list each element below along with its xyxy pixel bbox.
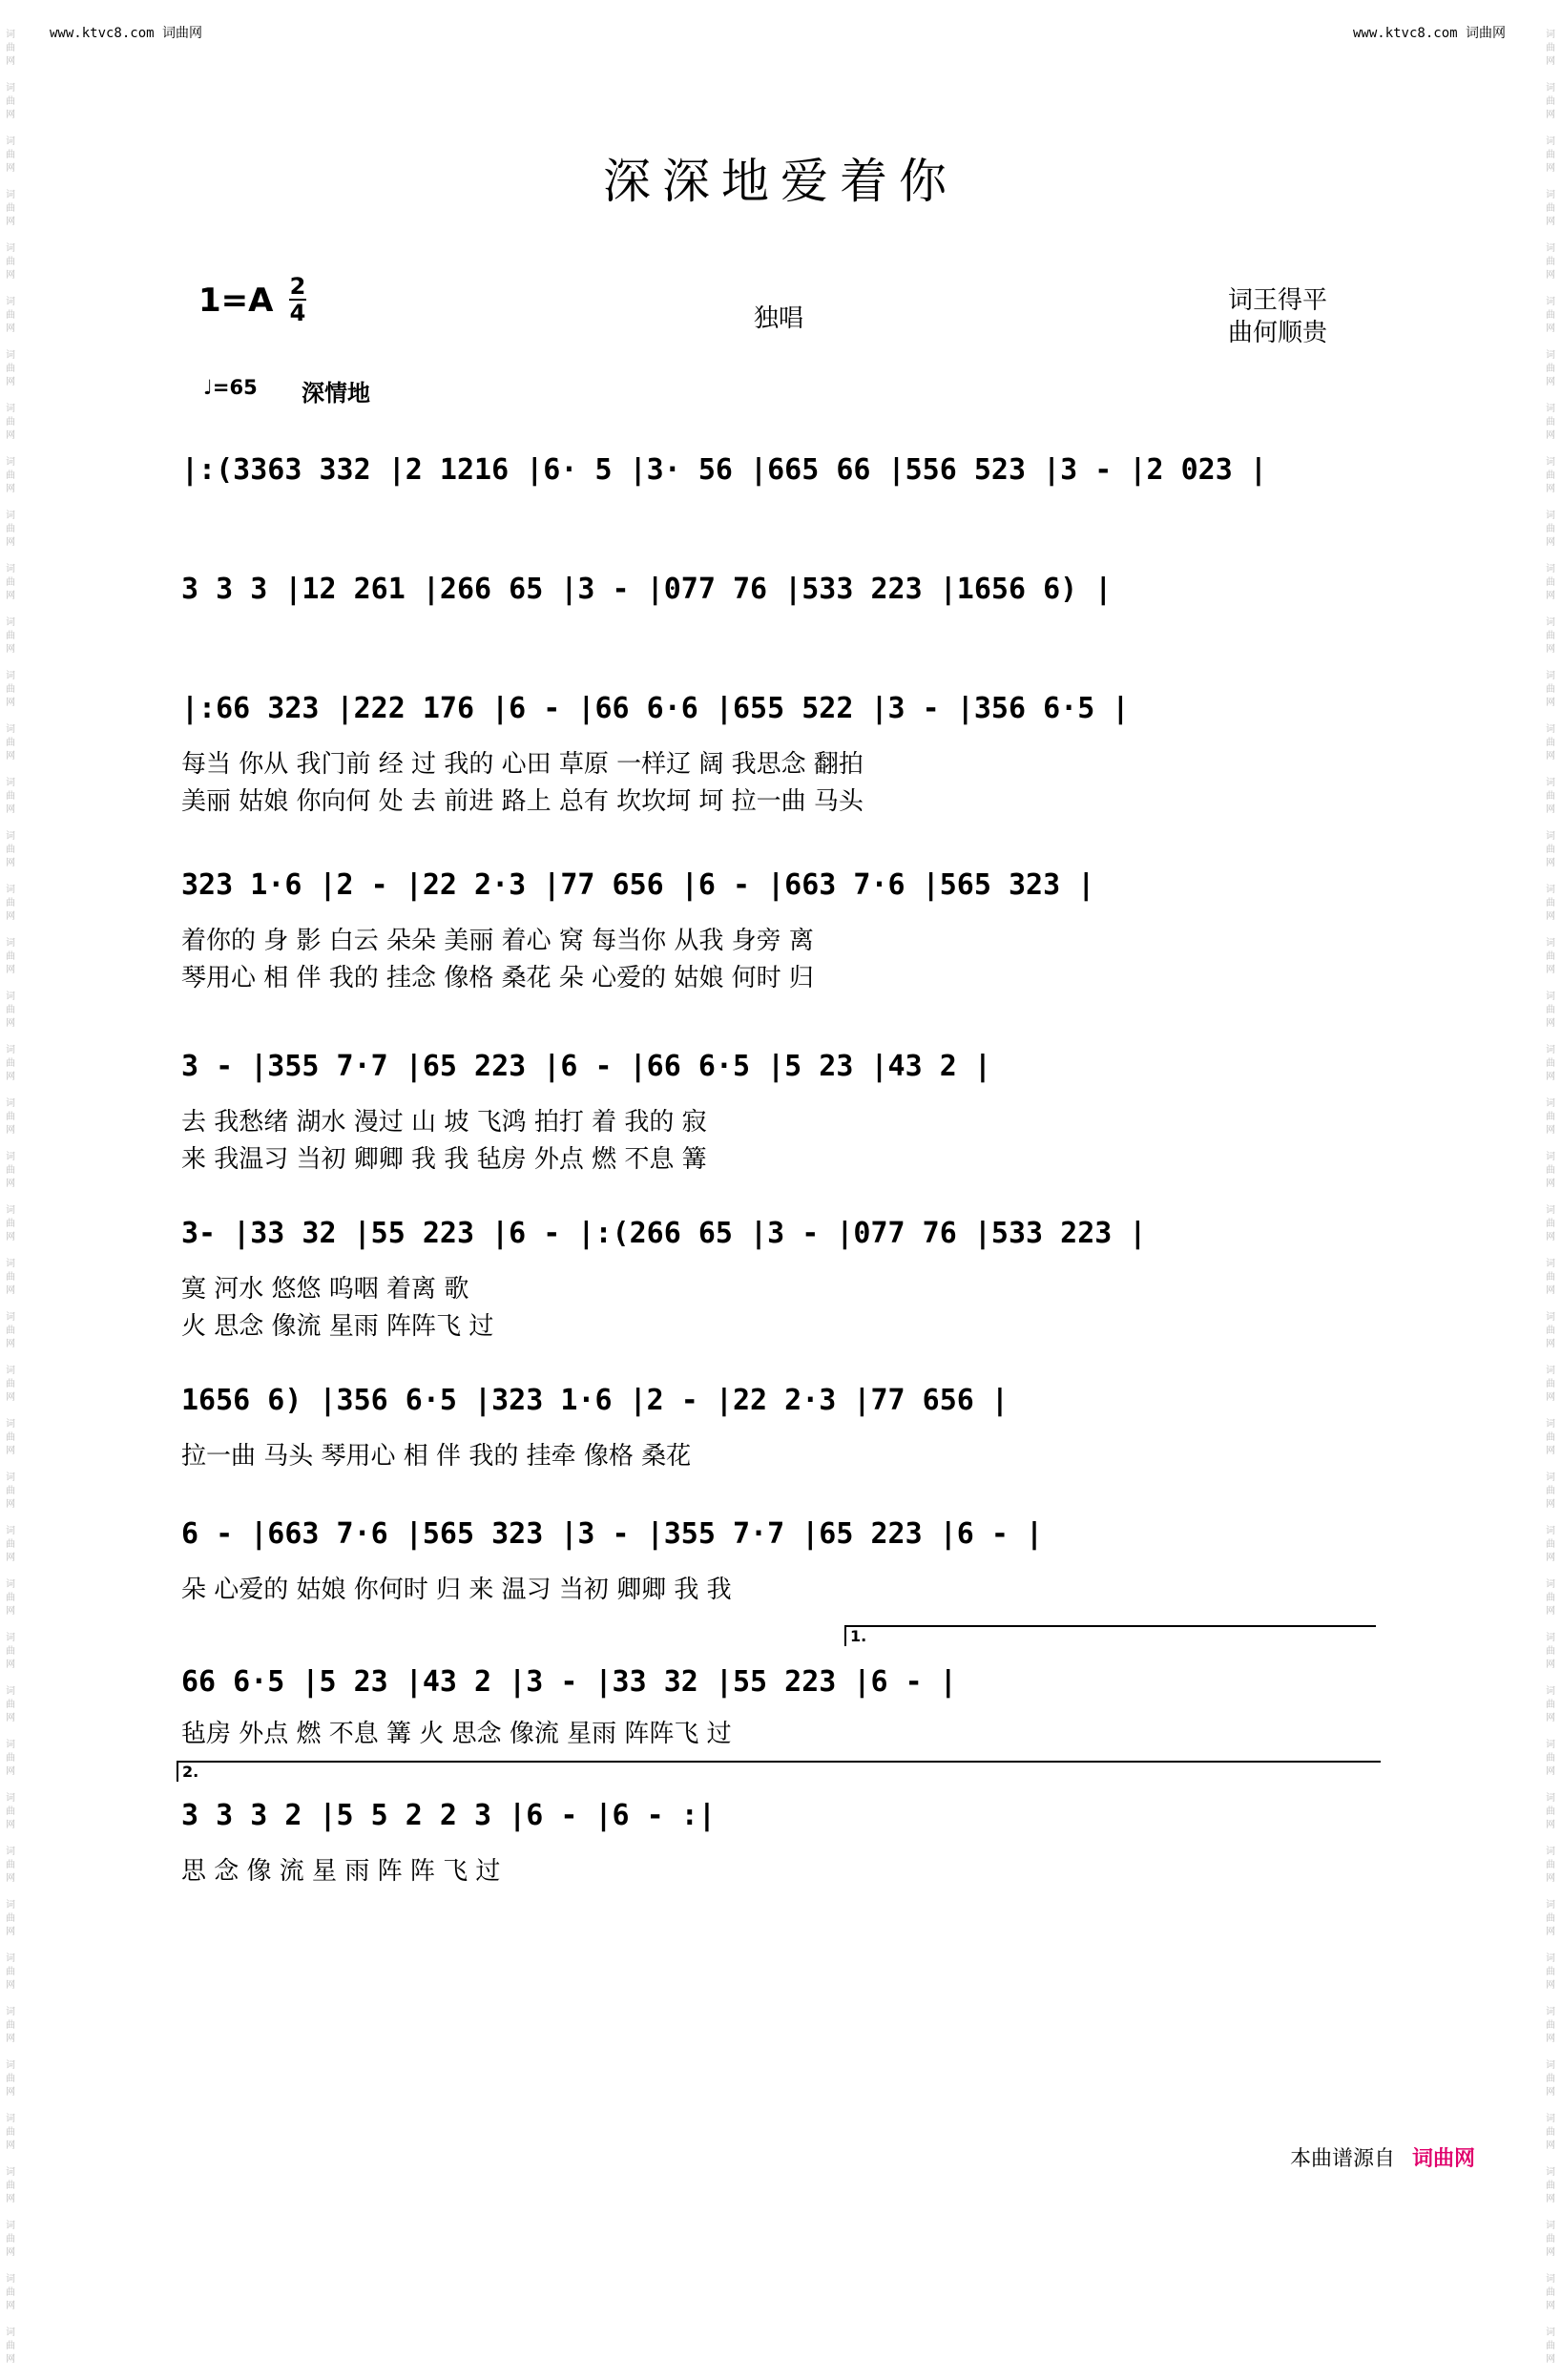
composer: 曲何顺贵	[1228, 319, 1328, 347]
time-signature-top: 2	[289, 273, 306, 300]
lyrics-verse-2: 火 思念 像流 星雨 阵阵飞 过	[181, 1312, 494, 1341]
first-ending-bracket	[844, 1625, 1376, 1646]
performance-type: 独唱	[754, 304, 804, 333]
watermark-left-text: 词 曲 网 词 曲 网 词 曲 网 词 曲 网 词 曲 网 词 曲 网 词 曲 网 词 曲 网 词 曲 网 词 曲 网 词 曲 网 词 曲 网 词 曲 网 词 曲 网 词 曲 网 词 曲 网 词 曲 网 词 曲 网 词 曲 网 词 曲 网 词 曲 网 词 曲 网 词 曲 网 词 曲 网 词 曲 网 词 曲 网 词 曲 网 词 曲 网 词 曲 网 词 曲 网 词 曲 网 词 曲 网 词 曲 网 词 曲 网 词 曲 网 词 曲 网 词 曲 网 词 曲 网 词 曲 网 词 曲 网 词 曲 网 词 曲 网 词 曲 网 词 曲 网	[6, 30, 15, 2365]
mood-marking: 深情地	[302, 380, 370, 407]
key-signature: 1=A	[198, 282, 274, 320]
watermark-right	[1544, 29, 1557, 2380]
system-10	[181, 1799, 1385, 1887]
lyrics-verse-2: 琴用心 相 伴 我的 挂念 像格 桑花 朵 心爱的 姑娘 何时 归	[181, 964, 814, 992]
system-2	[181, 573, 1385, 606]
system-9	[181, 1665, 1385, 1749]
notation-line: 323 1·6 |2 - |22 2·3 |77 656 |6 - |663 7·6 |565 323 |	[181, 868, 1095, 902]
lyrics-line: 思 念 像 流 星 雨 阵 阵 飞 过	[181, 1857, 501, 1886]
lyrics-verse-2: 来 我温习 当初 卿卿 我 我 毡房 外点 燃 不息 篝	[181, 1145, 707, 1174]
footer-text: 本曲谱源自	[1289, 2147, 1395, 2171]
watermark-right-text: 词 曲 网 词 曲 网 词 曲 网 词 曲 网 词 曲 网 词 曲 网 词 曲 网 词 曲 网 词 曲 网 词 曲 网 词 曲 网 词 曲 网 词 曲 网 词 曲 网 词 曲 网 词 曲 网 词 曲 网 词 曲 网 词 曲 网 词 曲 网 词 曲 网 词 曲 网 词 曲 网 词 曲 网 词 曲 网 词 曲 网 词 曲 网 词 曲 网 词 曲 网 词 曲 网 词 曲 网 词 曲 网 词 曲 网 词 曲 网 词 曲 网 词 曲 网 词 曲 网 词 曲 网 词 曲 网 词 曲 网 词 曲 网 词 曲 网 词 曲 网 词 曲 网	[1546, 30, 1555, 2365]
system-4	[181, 868, 1385, 993]
lyrics-verse-2: 美丽 姑娘 你向何 处 去 前进 路上 总有 坎坎坷 坷 拉一曲 马头	[181, 787, 864, 816]
system-3	[181, 692, 1385, 817]
watermark-left	[4, 29, 17, 2380]
first-ending-label: 1.	[850, 1627, 867, 1645]
system-7	[181, 1384, 1385, 1472]
notation-line: 1656 6) |356 6·5 |323 1·6 |2 - |22 2·3 |77 656 |	[181, 1384, 1009, 1417]
notation-line: 3 3 3 |12 261 |266 65 |3 - |077 76 |533 223 |1656 6) |	[181, 573, 1113, 606]
lyrics-line: 毡房 外点 燃 不息 篝 火 思念 像流 星雨 阵阵飞 过	[181, 1720, 732, 1748]
system-6	[181, 1217, 1385, 1342]
lyrics-line: 朵 心爱的 姑娘 你何时 归 来 温习 当初 卿卿 我 我	[181, 1576, 732, 1604]
system-8	[181, 1517, 1385, 1605]
tempo-marking: ♩=65	[203, 376, 258, 399]
lyrics-verse-1: 每当 你从 我门前 经 过 我的 心田 草原 一样辽 阔 我思念 翻拍	[181, 750, 864, 779]
credits	[1228, 284, 1327, 349]
notation-line: 6 - |663 7·6 |565 323 |3 - |355 7·7 |65 223 |6 - |	[181, 1517, 1044, 1551]
song-title: 深深地爱着你	[603, 154, 958, 209]
notation-line: |:(3363 332 |2 1216 |6· 5 |3· 56 |665 66 |556 523 |3 - |2 023 |	[181, 453, 1267, 487]
notation-line: 3- |33 32 |55 223 |6 - |:(266 65 |3 - |077 76 |533 223 |	[181, 1217, 1147, 1250]
footer-brand-link[interactable]: 词曲网	[1411, 2147, 1475, 2171]
time-signature-bottom: 4	[289, 300, 306, 326]
site-header-left: www.ktvc8.com 词曲网	[50, 26, 203, 41]
site-header-right: www.ktvc8.com 词曲网	[1352, 26, 1506, 41]
lyrics-verse-1: 去 我愁绪 湖水 漫过 山 坡 飞鸿 拍打 着 我的 寂	[181, 1108, 707, 1137]
lyrics-line: 拉一曲 马头 琴用心 相 伴 我的 挂牵 像格 桑花	[181, 1442, 692, 1471]
lyrics-verse-1: 寞 河水 悠悠 呜咽 着离 歌	[181, 1275, 469, 1304]
footer-source	[1290, 2142, 1475, 2172]
notation-line: 3 3 3 2 |5 5 2 2 3 |6 - |6 - :|	[181, 1799, 716, 1832]
second-ending-bracket	[177, 1761, 1381, 1782]
notation-line: 3 - |355 7·7 |65 223 |6 - |66 6·5 |5 23 |43 2 |	[181, 1050, 991, 1083]
notation-line: 66 6·5 |5 23 |43 2 |3 - |33 32 |55 223 |6 - |	[181, 1665, 957, 1699]
second-ending-label: 2.	[182, 1763, 199, 1781]
lyrics-verse-1: 着你的 身 影 白云 朵朵 美丽 着心 窝 每当你 从我 身旁 离	[181, 927, 814, 955]
notation-line: |:66 323 |222 176 |6 - |66 6·6 |655 522 |3 - |356 6·5 |	[181, 692, 1130, 725]
time-signature	[289, 275, 306, 324]
lyricist: 词王得平	[1228, 286, 1328, 315]
system-1	[181, 453, 1385, 487]
system-5	[181, 1050, 1385, 1175]
